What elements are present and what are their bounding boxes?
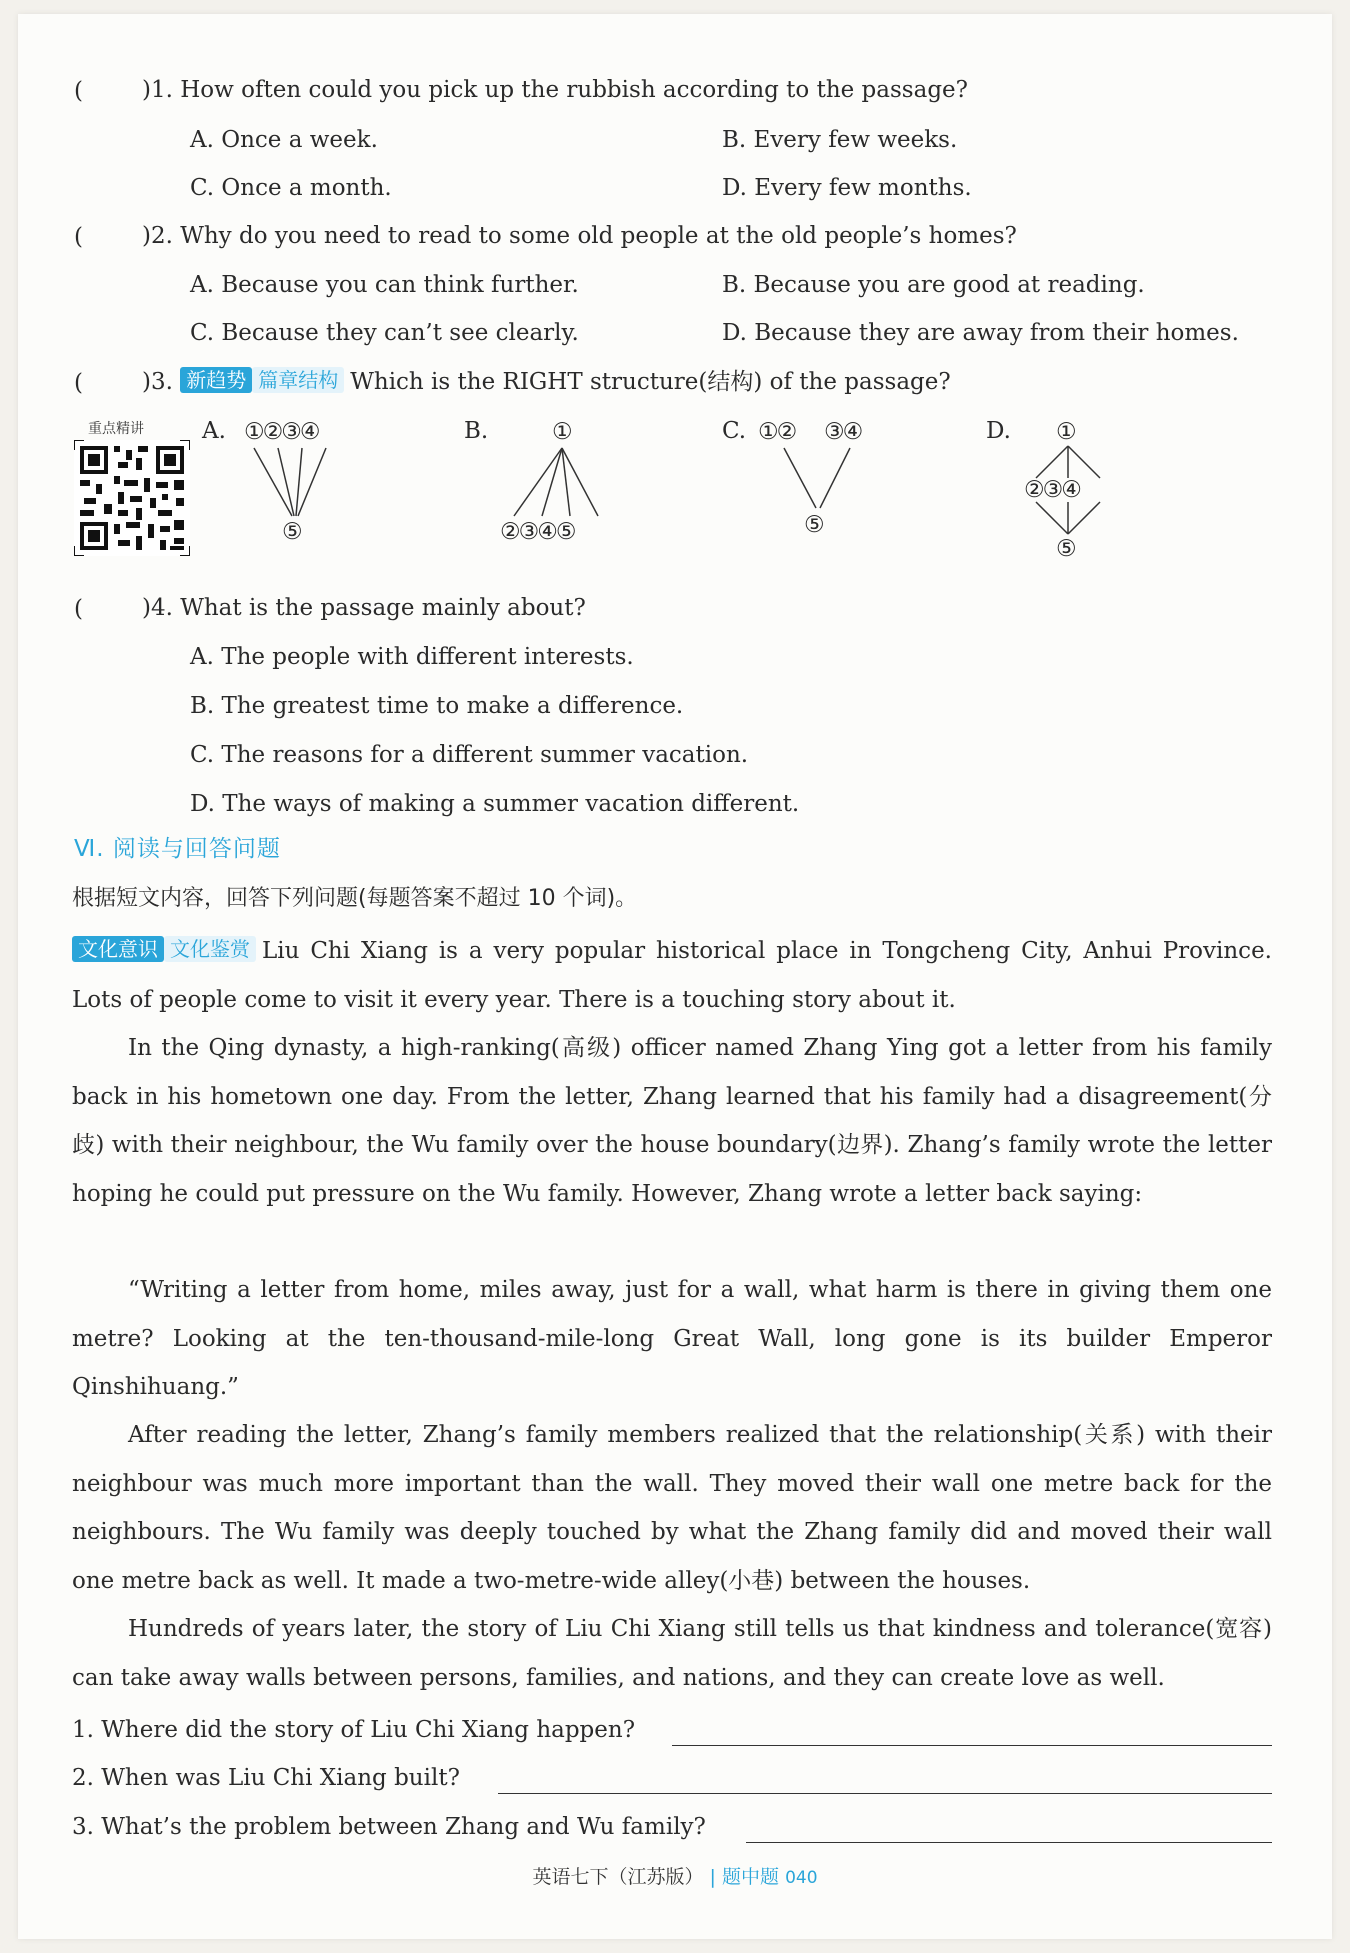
paragraph-2: In the Qing dynasty, a high-ranking(高级) officer named Zhang Ying got a letter from his family back in his hometown one day. From the letter, Zhang learned that his family had a disagreement(分歧) with their neighbour, the Wu family over the house boundary(边界). Zhang’s family wrote the letter hoping he could put pressure on the Wu family. However, Zhang wrote a letter back saying: [72,1035,1272,1207]
answer-line-2[interactable] [498,1793,1272,1794]
q2-option-d: D. Because they are away from their homes. [722,320,1239,346]
paragraph-3: “Writing a letter from home, miles away, just for a wall, what harm is there in giving them one metre? Looking at the ten-thousand-mile-long Great Wall, long gone is its builder Emperor Qinshihuang.” [72,1277,1272,1400]
badge-new-trend: 新趋势 [180,367,252,393]
footer-series: 题中题 [722,1866,780,1888]
qr-label: 重点精讲 [88,421,144,437]
answer-line-1[interactable] [672,1745,1272,1746]
short-question-2: 2. When was Liu Chi Xiang built? [72,1765,460,1791]
question-3-number: )3. [142,369,173,395]
q4-option-c: C. The reasons for a different summer vacation. [190,742,749,768]
diagram-b-bottom: ②③④⑤ [500,519,575,545]
q2-option-b: B. Because you are good at reading. [722,272,1145,298]
section-instruction: 根据短文内容，回答下列问题(每题答案不超过 10 个词)。 [72,886,638,911]
option-c-label: C. [722,418,747,444]
q1-option-a: A. Once a week. [190,127,378,153]
paragraph-4: After reading the letter, Zhang’s family members realized that the relationship(关系) with their neighbour was much more important than the wall. They moved their wall one metre back for the neighbours. The Wu family was deeply touched by what the Zhang family did and moved their wall one metre back as well. It made a two-metre-wide alley(小巷) between the houses. [72,1422,1272,1594]
question-4-stem: )4. What is the passage mainly about? [142,595,586,621]
option-d-label: D. [986,418,1011,444]
question-3-stem [142,367,951,397]
page-footer [0,1862,1350,1889]
q1-option-d: D. Every few months. [722,175,972,201]
qr-code-icon[interactable] [74,440,190,556]
badge-cultural-appreciation: 文化鉴赏 [164,936,256,962]
diagram-b-top: ① [552,419,573,445]
option-a-label: A. [202,418,226,444]
diagram-a-lines [240,446,360,522]
answer-bracket-4[interactable]: ( [74,596,83,622]
diagram-d-top: ① [1056,419,1077,445]
answer-line-3[interactable] [746,1842,1272,1843]
diagram-c-top-left: ①② [758,419,796,445]
short-question-3: 3. What’s the problem between Zhang and Wu family? [72,1814,706,1840]
paragraph-5: Hundreds of years later, the story of Liu Chi Xiang still tells us that kindness and tolerance(宽容) can take away walls between persons, families, and nations, and they can create love as well. [72,1616,1272,1691]
page-number: 040 [785,1868,818,1888]
diagram-c-bottom: ⑤ [804,512,825,538]
footer-book-title: 英语七下（江苏版） [532,1866,704,1888]
q2-option-a: A. Because you can think further. [190,272,579,298]
q1-option-b: B. Every few weeks. [722,127,958,153]
short-question-1: 1. Where did the story of Liu Chi Xiang happen? [72,1717,636,1743]
diagram-c-lines [770,446,880,516]
q1-option-c: C. Once a month. [190,175,392,201]
diagram-a-bottom: ⑤ [282,519,303,545]
paragraph-1 [72,927,1272,1024]
answer-bracket-1[interactable]: ( [74,78,83,104]
question-3-text: Which is the RIGHT structure(结构) of the passage? [350,369,951,395]
option-b-label: B. [464,418,489,444]
badge-structure: 篇章结构 [252,367,344,393]
paragraph-1-text: Liu Chi Xiang is a very popular historical place in Tongcheng City, Anhui Province. Lots of people come to visit it every year. There is a touching story about it. [72,938,1272,1013]
answer-bracket-3[interactable]: ( [74,370,83,396]
q4-option-b: B. The greatest time to make a difference. [190,693,684,719]
diagram-b-lines [496,446,626,522]
q2-option-c: C. Because they can’t see clearly. [190,320,579,346]
footer-separator: | [709,1866,716,1888]
badge-cultural-awareness: 文化意识 [72,936,164,962]
question-1-stem: )1. How often could you pick up the rubbish according to the passage? [142,77,968,103]
question-2-stem: )2. Why do you need to read to some old people at the old people’s homes? [142,223,1017,249]
q4-option-d: D. The ways of making a summer vacation different. [190,791,800,817]
diagram-c-top-right: ③④ [824,419,862,445]
answer-bracket-2[interactable]: ( [74,224,83,250]
section-title: Ⅵ. 阅读与回答问题 [74,836,281,862]
diagram-d-middle: ②③④ [1024,477,1080,503]
q4-option-a: A. The people with different interests. [190,644,634,670]
diagram-a-top: ①②③④ [244,419,319,445]
diagram-d-bottom: ⑤ [1056,536,1077,562]
